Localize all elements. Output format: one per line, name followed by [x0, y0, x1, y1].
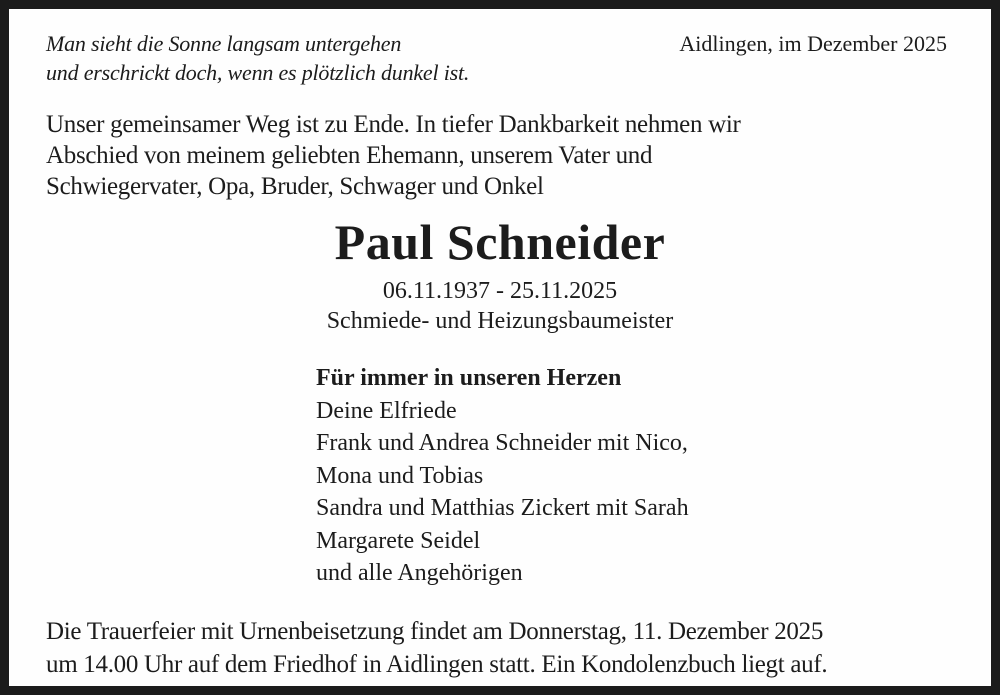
mourners-heading: Für immer in unseren Herzen [316, 365, 622, 391]
deceased-dates: 06.11.1937 - 25.11.2025 [382, 278, 618, 304]
epigraph-line-1: Man sieht die Sonne langsam untergehen [46, 31, 402, 56]
mourner-line-6: und alle Angehörigen [316, 560, 523, 586]
mourner-line-1: Deine Elfriede [316, 397, 457, 424]
funeral-info-paragraph [46, 615, 951, 681]
deceased-profession: Schmiede- und Heizungsbaumeister [326, 308, 674, 334]
notice-header [9, 9, 991, 87]
intro-paragraph [46, 109, 951, 202]
mourners-block [316, 362, 991, 590]
intro-line-3: Schwiegervater, Opa, Bruder, Schwager und Onkel [46, 173, 544, 200]
mourner-line-2: Frank und Andrea Schneider mit Nico, [316, 430, 688, 456]
intro-line-2: Abschied von meinem geliebten Ehemann, unserem Vater und [46, 142, 653, 169]
mourner-line-3: Mona und Tobias [316, 462, 484, 489]
deceased-name: Paul Schneider [334, 214, 666, 270]
funeral-line-2: um 14.00 Uhr auf dem Friedhof in Aidlingen statt. Ein Kondolenzbuch liegt auf. [46, 650, 828, 678]
place-dateline: Aidlingen, im Dezember 2025 [679, 31, 947, 56]
funeral-line-1: Die Trauerfeier mit Urnenbeisetzung findet am Donnerstag, 11. Dezember 2025 [46, 617, 824, 645]
epigraph-line-2: und erschrickt doch, wenn es plötzlich dunkel ist. [46, 60, 470, 85]
epigraph-quote [46, 29, 469, 87]
intro-line-1: Unser gemeinsamer Weg ist zu Ende. In tiefer Dankbarkeit nehmen wir [46, 111, 741, 138]
mourner-line-4: Sandra und Matthias Zickert mit Sarah [316, 495, 689, 521]
mourner-line-5: Margarete Seidel [316, 527, 481, 554]
